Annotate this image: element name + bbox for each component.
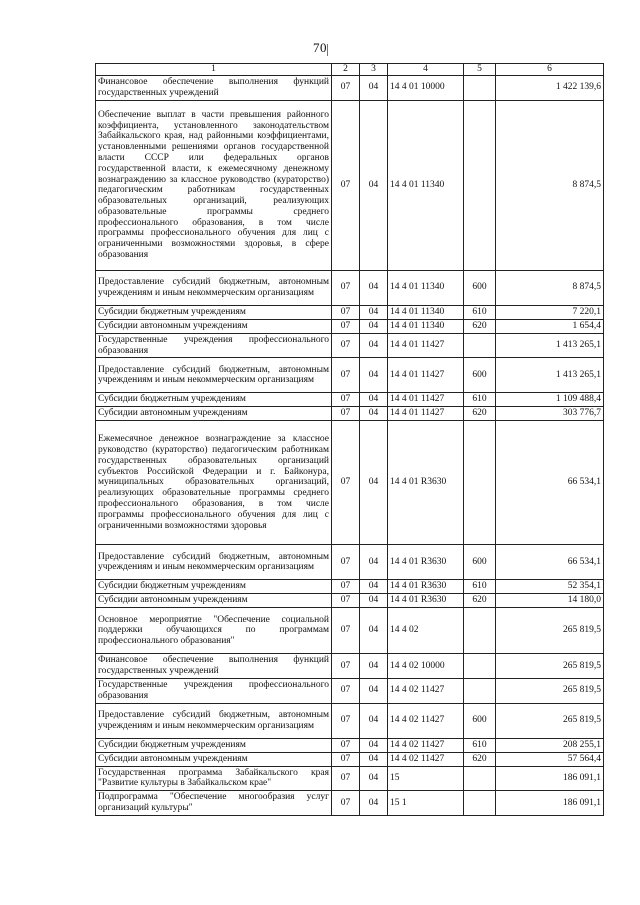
row-target-code-cell: 14 4 02 11427	[388, 678, 464, 703]
table-row	[96, 766, 604, 791]
row-amount-cell: 66 534,1	[496, 421, 604, 545]
row-target-code-cell: 14 4 01 11340	[388, 305, 464, 319]
row-subsection-cell: 04	[360, 305, 388, 319]
row-target-code-cell: 14 4 01 11427	[388, 333, 464, 358]
row-amount-cell: 57 564,4	[496, 752, 604, 766]
row-section-cell: 07	[332, 752, 360, 766]
row-subsection-cell: 04	[360, 421, 388, 545]
header-cell-section: 2	[332, 64, 360, 76]
header-cell-amount: 6	[496, 64, 604, 76]
row-amount-cell: 186 091,1	[496, 766, 604, 791]
row-section-cell: 07	[332, 654, 360, 679]
row-name-cell: Государственные учреждения профессионального образования	[96, 678, 332, 703]
row-section-cell: 07	[332, 678, 360, 703]
row-name-cell: Ежемесячное денежное вознаграждение за классное руководство (кураторство) педагогическим работникам государственных образовательных организаций субъектов Российской Федерации и г. Байконура, муниципальных образовательных организаций, реализующих образовательные программы среднего профессионального образования, в том числе программы профессионального обучения для лиц с ограниченными возможностями здоровья	[96, 421, 332, 545]
row-target-code-cell: 14 4 02 11427	[388, 703, 464, 738]
row-section-cell: 07	[332, 358, 360, 393]
row-expense-type-cell	[464, 333, 496, 358]
row-expense-type-cell	[464, 678, 496, 703]
row-subsection-cell: 04	[360, 766, 388, 791]
row-name-cell: Основное мероприятие "Обеспечение социальной поддержки обучающихся по программам профессионального образования"	[96, 608, 332, 654]
row-amount-cell: 1 413 265,1	[496, 358, 604, 393]
row-section-cell: 07	[332, 333, 360, 358]
row-name-cell: Государственные учреждения профессионального образования	[96, 333, 332, 358]
row-expense-type-cell: 620	[464, 319, 496, 333]
row-target-code-cell: 14 4 01 R3630	[388, 421, 464, 545]
row-amount-cell: 8 874,5	[496, 100, 604, 270]
row-subsection-cell: 04	[360, 319, 388, 333]
row-expense-type-cell: 620	[464, 752, 496, 766]
header-cell-expense-type: 5	[464, 64, 496, 76]
budget-table	[95, 63, 604, 816]
row-section-cell: 07	[332, 393, 360, 407]
row-section-cell: 07	[332, 545, 360, 580]
row-subsection-cell: 04	[360, 545, 388, 580]
row-target-code-cell: 14 4 02 10000	[388, 654, 464, 679]
row-section-cell: 07	[332, 100, 360, 270]
row-subsection-cell: 04	[360, 594, 388, 608]
row-target-code-cell: 15	[388, 766, 464, 791]
row-amount-cell: 8 874,5	[496, 270, 604, 305]
table-row	[96, 333, 604, 358]
row-expense-type-cell: 620	[464, 407, 496, 421]
row-name-cell: Финансовое обеспечение выполнения функций государственных учреждений	[96, 75, 332, 100]
row-target-code-cell: 14 4 01 10000	[388, 75, 464, 100]
row-amount-cell: 14 180,0	[496, 594, 604, 608]
row-target-code-cell: 14 4 01 11427	[388, 358, 464, 393]
row-expense-type-cell	[464, 421, 496, 545]
row-target-code-cell: 14 4 01 11340	[388, 100, 464, 270]
row-section-cell: 07	[332, 407, 360, 421]
row-target-code-cell: 14 4 01 11340	[388, 270, 464, 305]
row-amount-cell: 1 654,4	[496, 319, 604, 333]
row-amount-cell: 66 534,1	[496, 545, 604, 580]
row-section-cell: 07	[332, 319, 360, 333]
row-section-cell: 07	[332, 421, 360, 545]
row-expense-type-cell: 600	[464, 703, 496, 738]
row-amount-cell: 1 109 488,4	[496, 393, 604, 407]
table-row	[96, 100, 604, 270]
table-row	[96, 319, 604, 333]
row-target-code-cell: 14 4 01 R3630	[388, 594, 464, 608]
header-cell-target-code: 4	[388, 64, 464, 76]
row-subsection-cell: 04	[360, 752, 388, 766]
row-target-code-cell: 15 1	[388, 791, 464, 816]
row-expense-type-cell	[464, 100, 496, 270]
table-row	[96, 545, 604, 580]
row-name-cell: Подпрограмма "Обеспечение многообразия услуг организаций культуры"	[96, 791, 332, 816]
row-expense-type-cell: 600	[464, 358, 496, 393]
row-subsection-cell: 04	[360, 791, 388, 816]
row-subsection-cell: 04	[360, 358, 388, 393]
row-amount-cell: 1 422 139,6	[496, 75, 604, 100]
table-row	[96, 752, 604, 766]
row-amount-cell: 265 819,5	[496, 654, 604, 679]
row-expense-type-cell: 610	[464, 393, 496, 407]
row-section-cell: 07	[332, 766, 360, 791]
row-section-cell: 07	[332, 580, 360, 594]
budget-table-body	[96, 64, 604, 816]
row-amount-cell: 52 354,1	[496, 580, 604, 594]
row-target-code-cell: 14 4 02	[388, 608, 464, 654]
row-expense-type-cell: 620	[464, 594, 496, 608]
row-section-cell: 07	[332, 75, 360, 100]
row-section-cell: 07	[332, 594, 360, 608]
row-subsection-cell: 04	[360, 580, 388, 594]
page-number: 70	[313, 40, 327, 55]
row-expense-type-cell: 600	[464, 270, 496, 305]
row-amount-cell: 265 819,5	[496, 678, 604, 703]
row-amount-cell: 265 819,5	[496, 703, 604, 738]
table-row	[96, 654, 604, 679]
table-row	[96, 407, 604, 421]
row-expense-type-cell: 600	[464, 545, 496, 580]
row-name-cell: Субсидии бюджетным учреждениям	[96, 393, 332, 407]
header-cell-name: 1	[96, 64, 332, 76]
table-row	[96, 421, 604, 545]
row-subsection-cell: 04	[360, 654, 388, 679]
header-cell-subsection: 3	[360, 64, 388, 76]
row-subsection-cell: 04	[360, 100, 388, 270]
row-target-code-cell: 14 4 01 R3630	[388, 545, 464, 580]
row-name-cell: Субсидии автономным учреждениям	[96, 319, 332, 333]
row-name-cell: Субсидии автономным учреждениям	[96, 752, 332, 766]
row-amount-cell: 7 220,1	[496, 305, 604, 319]
row-amount-cell: 303 776,7	[496, 407, 604, 421]
row-expense-type-cell	[464, 608, 496, 654]
row-expense-type-cell	[464, 75, 496, 100]
row-expense-type-cell: 610	[464, 738, 496, 752]
table-row	[96, 703, 604, 738]
row-target-code-cell: 14 4 02 11427	[388, 752, 464, 766]
table-row	[96, 393, 604, 407]
row-section-cell: 07	[332, 608, 360, 654]
table-row	[96, 738, 604, 752]
row-amount-cell: 208 255,1	[496, 738, 604, 752]
table-row	[96, 358, 604, 393]
row-subsection-cell: 04	[360, 608, 388, 654]
margin-tick-mark	[327, 44, 328, 56]
table-row	[96, 608, 604, 654]
header-row	[96, 64, 604, 76]
row-amount-cell: 1 413 265,1	[496, 333, 604, 358]
row-name-cell: Предоставление субсидий бюджетным, автономным учреждениям и иным некоммерческим организациям	[96, 270, 332, 305]
row-expense-type-cell	[464, 654, 496, 679]
row-target-code-cell: 14 4 01 R3630	[388, 580, 464, 594]
row-section-cell: 07	[332, 305, 360, 319]
row-name-cell: Государственная программа Забайкальского края "Развитие культуры в Забайкальском крае"	[96, 766, 332, 791]
row-section-cell: 07	[332, 270, 360, 305]
row-target-code-cell: 14 4 02 11427	[388, 738, 464, 752]
row-target-code-cell: 14 4 01 11340	[388, 319, 464, 333]
row-name-cell: Субсидии автономным учреждениям	[96, 407, 332, 421]
row-subsection-cell: 04	[360, 738, 388, 752]
row-expense-type-cell: 610	[464, 580, 496, 594]
row-amount-cell: 265 819,5	[496, 608, 604, 654]
row-expense-type-cell	[464, 791, 496, 816]
table-row	[96, 678, 604, 703]
row-expense-type-cell	[464, 766, 496, 791]
row-name-cell: Обеспечение выплат в части превышения районного коэффициента, установленного законодательством Забайкальского края, над районными коэффициентами, установленными решениями органов государственной власти СССР или федеральных органов государственной власти, к ежемесячному денежному вознаграждению за классное руководство (кураторство) педагогическим работникам государственных образовательных организаций, реализующих образовательные программы среднего профессионального образования, в том числе программы профессионального обучения для лиц с ограниченными возможностями здоровья, в сфере образования	[96, 100, 332, 270]
table-row	[96, 580, 604, 594]
row-subsection-cell: 04	[360, 270, 388, 305]
table-row	[96, 791, 604, 816]
row-subsection-cell: 04	[360, 678, 388, 703]
row-name-cell: Субсидии бюджетным учреждениям	[96, 738, 332, 752]
row-name-cell: Субсидии бюджетным учреждениям	[96, 305, 332, 319]
row-name-cell: Субсидии бюджетным учреждениям	[96, 580, 332, 594]
row-name-cell: Предоставление субсидий бюджетным, автономным учреждениям и иным некоммерческим организациям	[96, 358, 332, 393]
table-row	[96, 75, 604, 100]
row-expense-type-cell: 610	[464, 305, 496, 319]
row-section-cell: 07	[332, 791, 360, 816]
table-row	[96, 305, 604, 319]
row-subsection-cell: 04	[360, 703, 388, 738]
row-name-cell: Субсидии автономным учреждениям	[96, 594, 332, 608]
row-subsection-cell: 04	[360, 333, 388, 358]
row-section-cell: 07	[332, 738, 360, 752]
row-subsection-cell: 04	[360, 75, 388, 100]
row-subsection-cell: 04	[360, 407, 388, 421]
row-name-cell: Предоставление субсидий бюджетным, автономным учреждениям и иным некоммерческим организациям	[96, 545, 332, 580]
table-row	[96, 594, 604, 608]
table-row	[96, 270, 604, 305]
row-amount-cell: 186 091,1	[496, 791, 604, 816]
row-name-cell: Финансовое обеспечение выполнения функций государственных учреждений	[96, 654, 332, 679]
row-target-code-cell: 14 4 01 11427	[388, 407, 464, 421]
row-section-cell: 07	[332, 703, 360, 738]
row-name-cell: Предоставление субсидий бюджетным, автономным учреждениям и иным некоммерческим организациям	[96, 703, 332, 738]
row-subsection-cell: 04	[360, 393, 388, 407]
row-target-code-cell: 14 4 01 11427	[388, 393, 464, 407]
